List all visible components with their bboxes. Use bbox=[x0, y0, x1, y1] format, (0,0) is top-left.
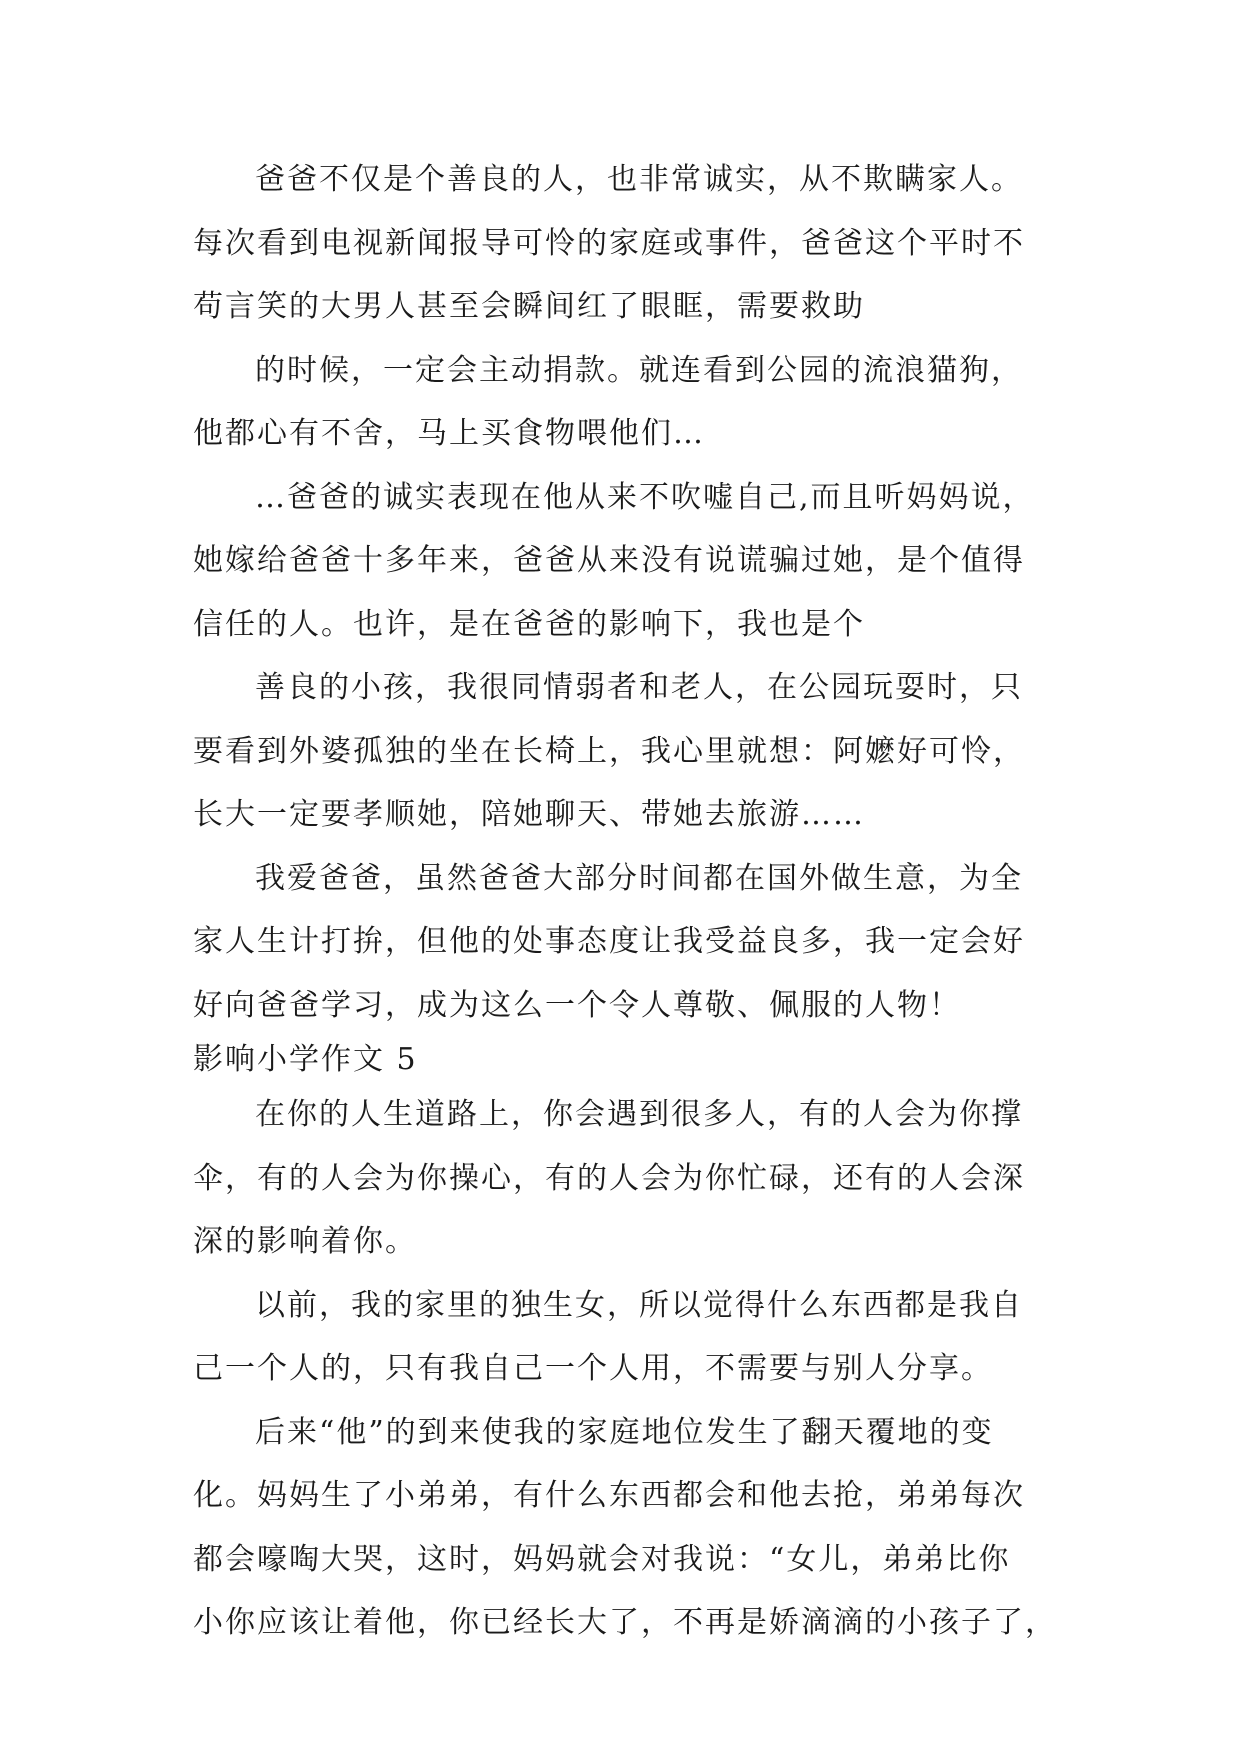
text-line: 善良的小孩，我很同情弱者和老人，在公园玩耍时，只 bbox=[255, 670, 1023, 705]
text-line: 家人生计打拚，但他的处事态度让我受益良多，我一定会好 bbox=[193, 924, 1025, 959]
text-line: 他都心有不舍，马上买食物喂他们… bbox=[193, 416, 705, 451]
text-line: 长大一定要孝顺她，陪她聊天、带她去旅游…… bbox=[193, 797, 865, 832]
text-line: 己一个人的，只有我自己一个人用，不需要与别人分享。 bbox=[193, 1351, 993, 1386]
text-line: 都会嚎啕大哭，这时，妈妈就会对我说：“女儿，弟弟比你 bbox=[193, 1542, 1011, 1577]
section-heading: 影响小学作文 5 bbox=[193, 1042, 418, 1077]
text-line: 爸爸不仅是个善良的人，也非常诚实，从不欺瞒家人。 bbox=[255, 162, 1023, 197]
text-line: 的时候，一定会主动捐款。就连看到公园的流浪猫狗， bbox=[255, 353, 1023, 388]
text-line: 深的影响着你。 bbox=[193, 1224, 417, 1259]
text-line: 信任的人。也许，是在爸爸的影响下，我也是个 bbox=[193, 607, 865, 642]
text-line: 要看到外婆孤独的坐在长椅上，我心里就想：阿嬷好可怜， bbox=[193, 734, 1025, 769]
text-line: 伞，有的人会为你操心，有的人会为你忙碌，还有的人会深 bbox=[193, 1161, 1025, 1196]
text-line: 小你应该让着他，你已经长大了，不再是娇滴滴的小孩子了， bbox=[193, 1605, 1057, 1640]
text-line: 我爱爸爸，虽然爸爸大部分时间都在国外做生意，为全 bbox=[255, 861, 1023, 896]
text-line: 她嫁给爸爸十多年来，爸爸从来没有说谎骗过她，是个值得 bbox=[193, 543, 1025, 578]
text-line: …爸爸的诚实表现在他从来不吹嘘自己,而且听妈妈说， bbox=[255, 480, 1035, 515]
text-line: 好向爸爸学习，成为这么一个令人尊敬、佩服的人物！ bbox=[193, 988, 961, 1023]
text-line: 在你的人生道路上，你会遇到很多人，有的人会为你撑 bbox=[255, 1097, 1023, 1132]
text-line: 后来“他”的到来使我的家庭地位发生了翻天覆地的变 bbox=[255, 1415, 994, 1450]
text-line: 化。妈妈生了小弟弟，有什么东西都会和他去抢，弟弟每次 bbox=[193, 1478, 1025, 1513]
text-line: 以前，我的家里的独生女，所以觉得什么东西都是我自 bbox=[255, 1288, 1023, 1323]
text-line: 每次看到电视新闻报导可怜的家庭或事件，爸爸这个平时不 bbox=[193, 226, 1025, 261]
text-line: 苟言笑的大男人甚至会瞬间红了眼眶，需要救助 bbox=[193, 289, 865, 324]
